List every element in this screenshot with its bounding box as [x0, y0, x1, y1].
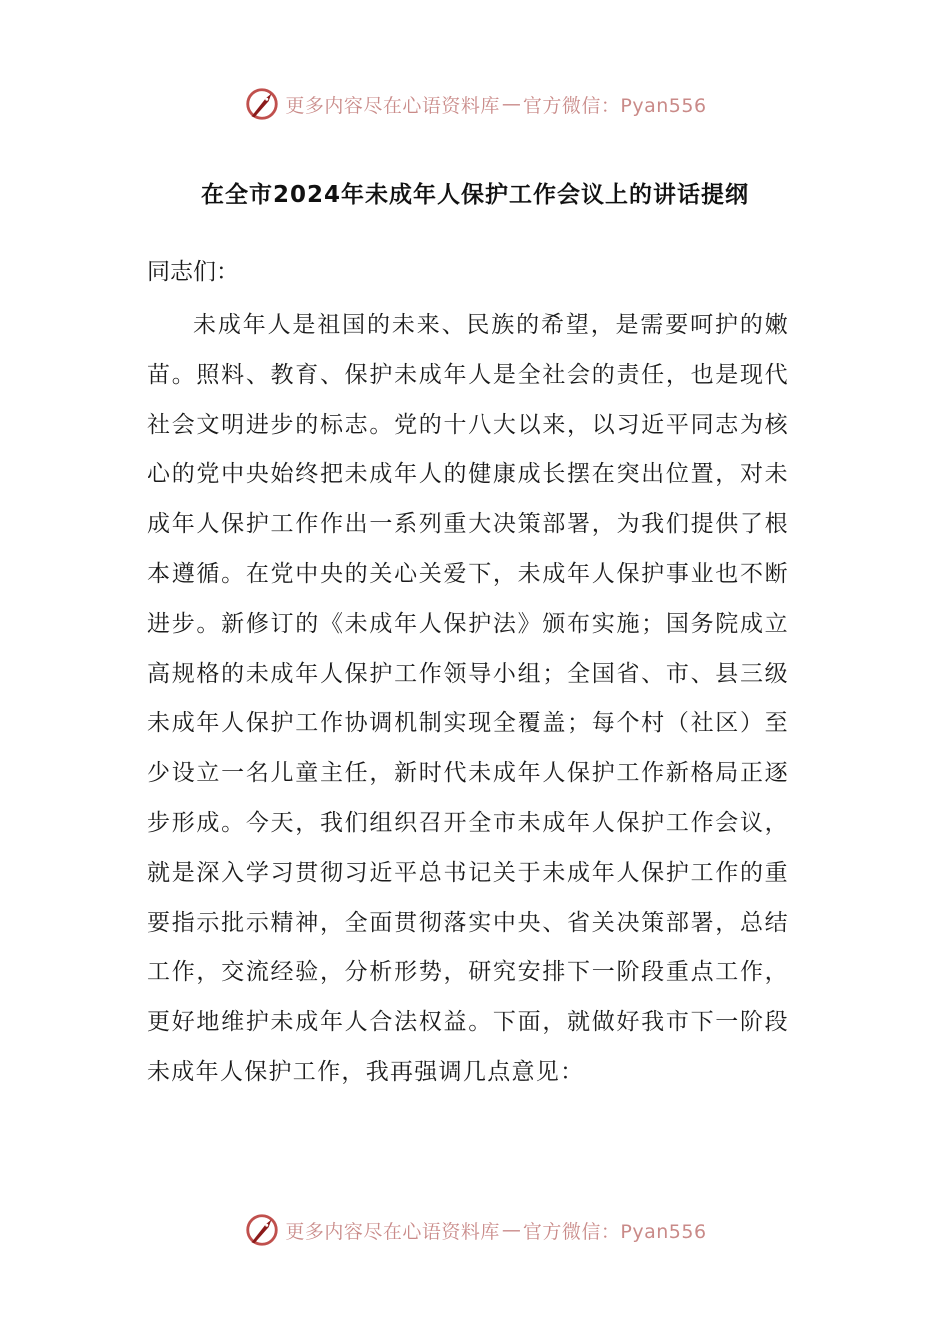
watermark-contact: 官方微信：Pyan556 — [522, 1220, 707, 1243]
footer-watermark — [0, 1208, 950, 1252]
body-paragraph: 未成年人是祖国的未来、民族的希望，是需要呵护的嫩苗。照料、教育、保护未成年人是全社会的责任，也是现代社会文明进步的标志。党的十八大以来，以习近平同志为核心的党中央始终把未成年人的健康成长摆在突出位置，对未成年人保护工作作出一系列重大决策部署，为我们提供了根本遵循。在党中央的关心关爱下，未成年人保护事业也不断进步。新修订的《未成年人保护法》颁布实施；国务院成立高规格的未成年人保护工作领导小组；全国省、市、县三级未成年人保护工作协调机制实现全覆盖；每个村（社区）至少设立一名儿童主任，新时代未成年人保护工作新格局正逐步形成。今天，我们组织召开全市未成年人保护工作会议，就是深入学习贯彻习近平总书记关于未成年人保护工作的重要指示批示精神，全面贯彻落实中央、省关决策部署，总结工作，交流经验，分析形势，研究安排下一阶段重点工作，更好地维护未成年人合法权益。下面，就做好我市下一阶段未成年人保护工作，我再强调几点意见： — [147, 312, 789, 1085]
watermark-separator: — — [501, 1219, 521, 1241]
watermark-text: 更多内容尽在心语资料库 — [285, 1220, 500, 1243]
pen-nib-circle-icon — [243, 1211, 281, 1249]
watermark-separator: — — [501, 93, 521, 115]
pen-nib-circle-icon — [243, 85, 281, 123]
salutation: 同志们： — [147, 259, 239, 285]
header-watermark — [0, 82, 950, 126]
watermark-contact: 官方微信：Pyan556 — [522, 94, 707, 117]
document-title: 在全市2024年未成年人保护工作会议上的讲话提纲 — [200, 182, 749, 208]
watermark-text: 更多内容尽在心语资料库 — [285, 94, 500, 117]
